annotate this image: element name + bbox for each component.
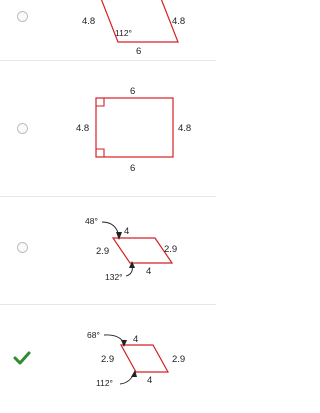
side-bottom-label: 4 (147, 375, 153, 386)
side-right-label: 4.8 (172, 16, 186, 27)
side-left-label: 2.9 (101, 354, 115, 365)
side-right-label: 2.9 (172, 354, 186, 365)
side-bottom-label: 6 (136, 46, 142, 57)
angle-bottom-label: 132° (105, 272, 123, 282)
right-angle-marker-icon (96, 149, 104, 157)
side-top-label: 4 (133, 334, 139, 345)
parallelogram-shape (121, 345, 168, 372)
angle-bottom-label: 112° (96, 378, 113, 388)
rectangle-shape (96, 98, 173, 157)
side-right-label: 2.9 (164, 244, 178, 255)
side-left-label: 4.8 (82, 16, 96, 27)
answer-option-2[interactable] (0, 60, 216, 196)
side-bottom-label: 6 (130, 163, 136, 174)
parallelogram-shape (100, 0, 178, 42)
side-right-label: 4.8 (178, 123, 192, 134)
side-top-label: 6 (130, 86, 136, 97)
arrowhead-icon (116, 232, 122, 240)
side-left-label: 4.8 (76, 123, 90, 134)
rectangle-figure (0, 60, 216, 196)
angle-label: 112° (115, 28, 132, 38)
angle-top-label: 48° (85, 216, 98, 226)
side-top-label: 4 (124, 226, 130, 237)
parallelogram-figure (0, 196, 216, 304)
parallelogram-figure (0, 0, 216, 60)
side-bottom-label: 4 (146, 266, 152, 277)
angle-pointer-arrow (102, 222, 119, 236)
answer-option-1[interactable] (0, 0, 216, 60)
right-angle-marker-icon (96, 98, 104, 106)
answer-option-4[interactable] (0, 304, 216, 413)
answer-option-3[interactable] (0, 196, 216, 304)
angle-pointer-arrow (104, 335, 124, 343)
angle-top-label: 68° (87, 330, 100, 340)
angle-pointer-arrow (120, 373, 134, 384)
parallelogram-figure (0, 304, 216, 413)
side-left-label: 2.9 (96, 246, 110, 257)
